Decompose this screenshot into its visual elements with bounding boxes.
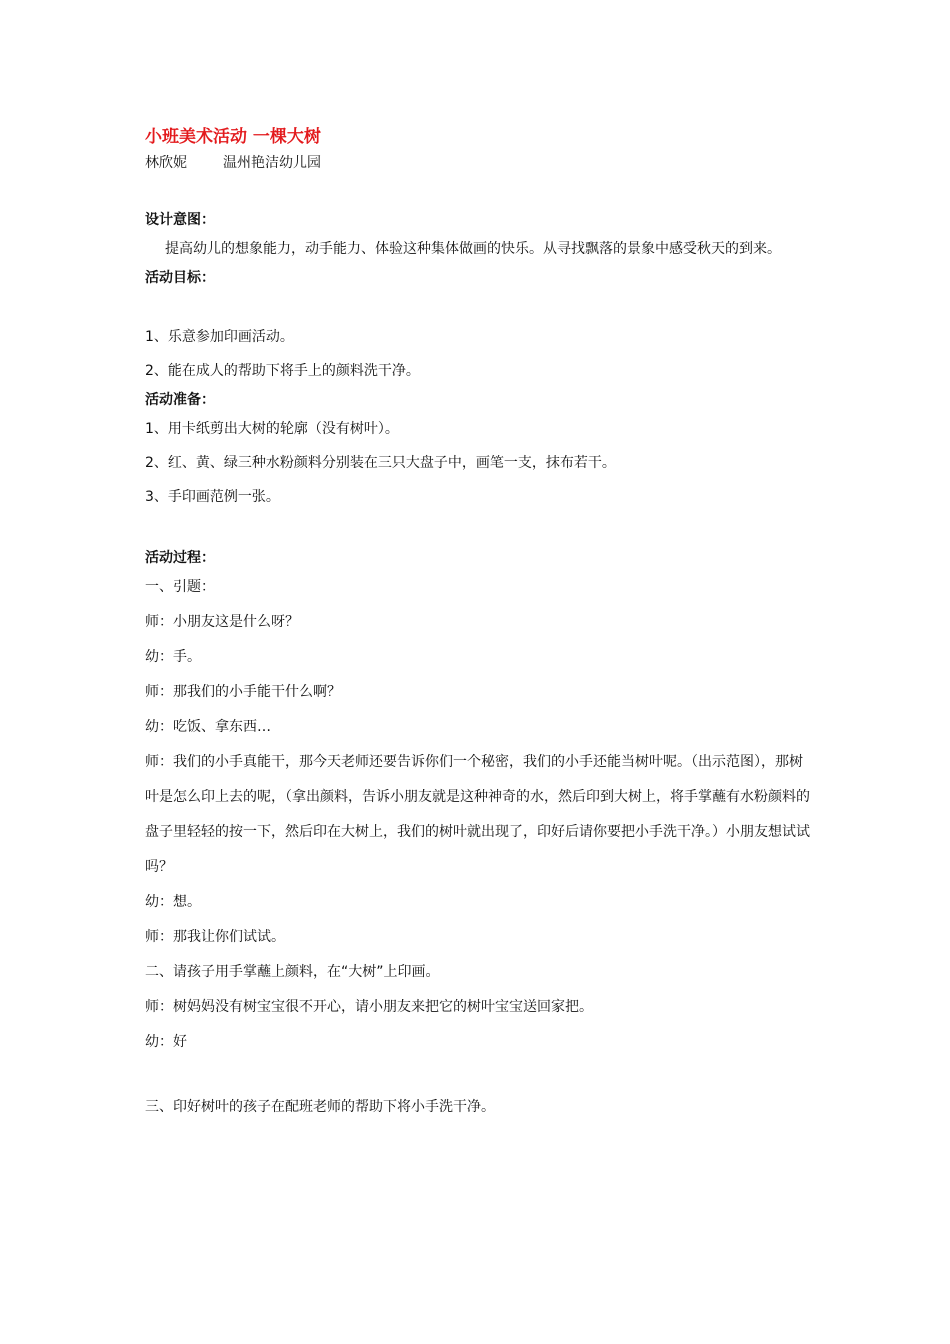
process-line: 一、引题：: [145, 579, 215, 595]
prep-item: 1、用卡纸剪出大树的轮廓（没有树叶）。: [145, 421, 399, 437]
design-text: 提高幼儿的想象能力，动手能力、体验这种集体做画的快乐。从寻找飘落的景象中感受秋天的到来。: [165, 241, 781, 257]
process-heading: 活动过程：: [145, 550, 215, 566]
school-name: 温州艳洁幼儿园: [223, 155, 321, 171]
process-line: 幼：好: [145, 1034, 187, 1050]
process-line: 师：小朋友这是什么呀？: [145, 614, 299, 630]
goal-item: 2、能在成人的帮助下将手上的颜料洗干净。: [145, 363, 420, 379]
prep-heading: 活动准备：: [145, 392, 215, 408]
design-heading: 设计意图：: [145, 212, 215, 228]
document-title: 小班美术活动 一棵大树: [145, 127, 321, 147]
goal-item: 1、乐意参加印画活动。: [145, 329, 294, 345]
process-step-three: 三、印好树叶的孩子在配班老师的帮助下将小手洗干净。: [145, 1099, 495, 1115]
author-name: 林欣妮: [145, 155, 187, 171]
process-line: 师：那我让你们试试。: [145, 929, 285, 945]
author-line: [145, 152, 815, 174]
process-line: 师：那我们的小手能干什么啊？: [145, 684, 341, 700]
goals-heading: 活动目标：: [145, 270, 215, 286]
process-line: 师：树妈妈没有树宝宝很不开心，请小朋友来把它的树叶宝宝送回家把。: [145, 999, 593, 1015]
process-line: 幼：手。: [145, 649, 201, 665]
process-line: 幼：吃饭、拿东西…: [145, 719, 271, 735]
process-line: 师：我们的小手真能干，那今天老师还要告诉你们一个秘密，我们的小手还能当树叶呢。（出示范图），那树叶是怎么印上去的呢，（拿出颜料，告诉小朋友就是这种神奇的水，然后印到大树上，将手掌蘸有水粉颜料的盘子里轻轻的按一下，然后印在大树上，我们的树叶就出现了，印好后请你要把小手洗干净。）小朋友想试试吗？: [145, 754, 810, 875]
prep-item: 2、红、黄、绿三种水粉颜料分别装在三只大盘子中，画笔一支，抹布若干。: [145, 455, 616, 471]
process-line: 二、请孩子用手掌蘸上颜料，在“大树”上印画。: [145, 964, 440, 980]
process-line: 幼：想。: [145, 894, 201, 910]
document-page: [145, 124, 815, 1125]
prep-item: 3、手印画范例一张。: [145, 489, 280, 505]
